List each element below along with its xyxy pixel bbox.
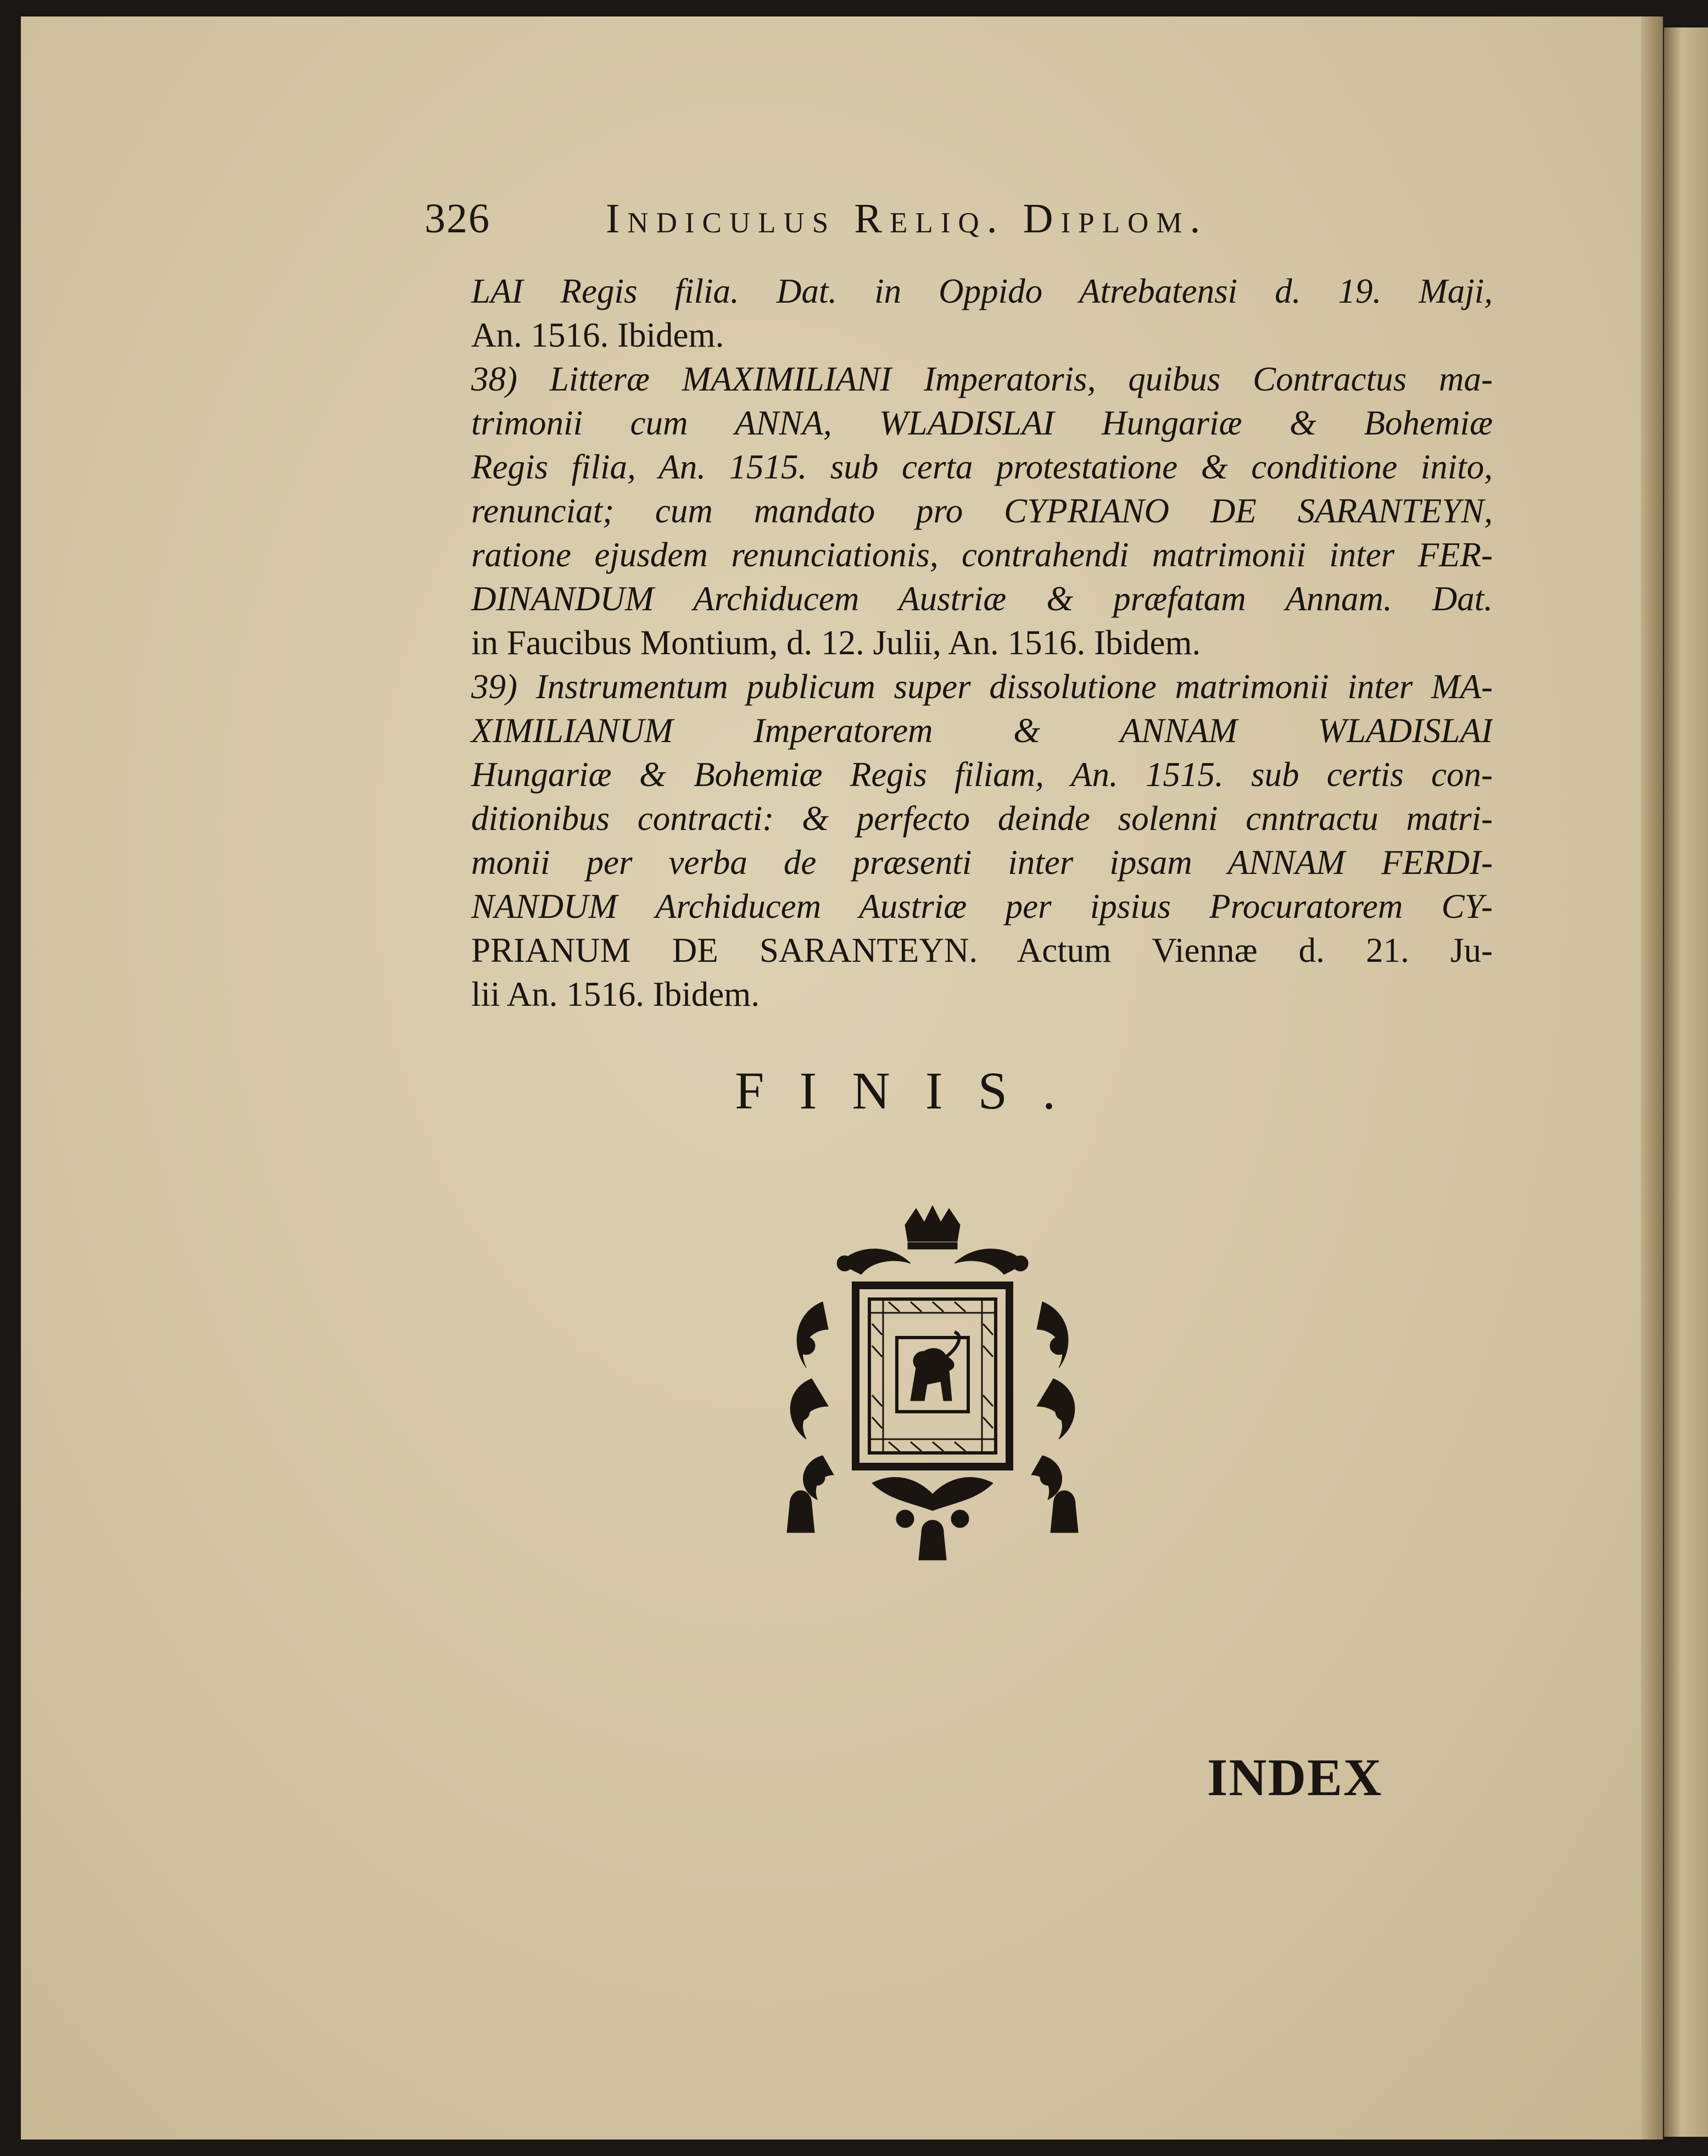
text-line: PRIANUM DE SARANTEYN. Actum Viennæ d. 21. Ju- (471, 931, 1493, 970)
text-line: 38) Litteræ MAXIMILIANI Imperatoris, quibus Contractus ma- (471, 360, 1493, 398)
text-line: DINANDUM Archiducem Austriæ & præfatam Annam. Dat. (471, 580, 1493, 618)
text-line: lii An. 1516. Ibidem. (471, 975, 760, 1013)
running-head (425, 195, 1331, 243)
text-line: trimonii cum ANNA, WLADISLAI Hungariæ & Bohemiæ (471, 404, 1493, 442)
text-line: Hungariæ & Bohemiæ Regis filiam, An. 1515. sub certis con- (471, 755, 1493, 794)
text-line: An. 1516. Ibidem. (471, 316, 724, 354)
text-line: renunciat; cum mandato pro CYPRIANO DE SARANTEYN, (471, 492, 1493, 530)
page-number: 326 (425, 196, 490, 242)
text-line: monii per verba de præsenti inter ipsam ANNAM FERDI- (471, 843, 1493, 882)
adjacent-page-edge (1664, 27, 1708, 2137)
text-line: in Faucibus Montium, d. 12. Julii, An. 1516. Ibidem. (471, 623, 1201, 662)
running-title: Indiculus Reliq. Diplom. (606, 196, 1208, 242)
book-page (21, 16, 1663, 2140)
finis-heading: FINIS. (735, 1061, 1091, 1120)
text-line: ditionibus contracti: & perfecto deinde solenni cnntractu matri- (471, 799, 1493, 838)
text-line: ratione ejusdem renunciationis, contrahendi matrimonii inter FER- (471, 536, 1493, 574)
page-gutter (1641, 16, 1663, 2140)
text-line: XIMILIANUM Imperatorem & ANNAM WLADISLAI (471, 711, 1493, 750)
text-line: Regis filia, An. 1515. sub certa protestatione & conditione inito, (471, 448, 1493, 486)
text-line: NANDUM Archiducem Austriæ per ipsius Procuratorem CY- (471, 887, 1493, 926)
coat-of-arms-icon (773, 1203, 1092, 1566)
catchword: INDEX (1207, 1748, 1383, 1807)
text-line: LAI Regis filia. Dat. in Oppido Atrebatensi d. 19. Maji, (471, 272, 1493, 310)
entry-text (400, 269, 1493, 1016)
text-line: 39) Instrumentum publicum super dissolutione matrimonii inter MA- (471, 667, 1493, 706)
